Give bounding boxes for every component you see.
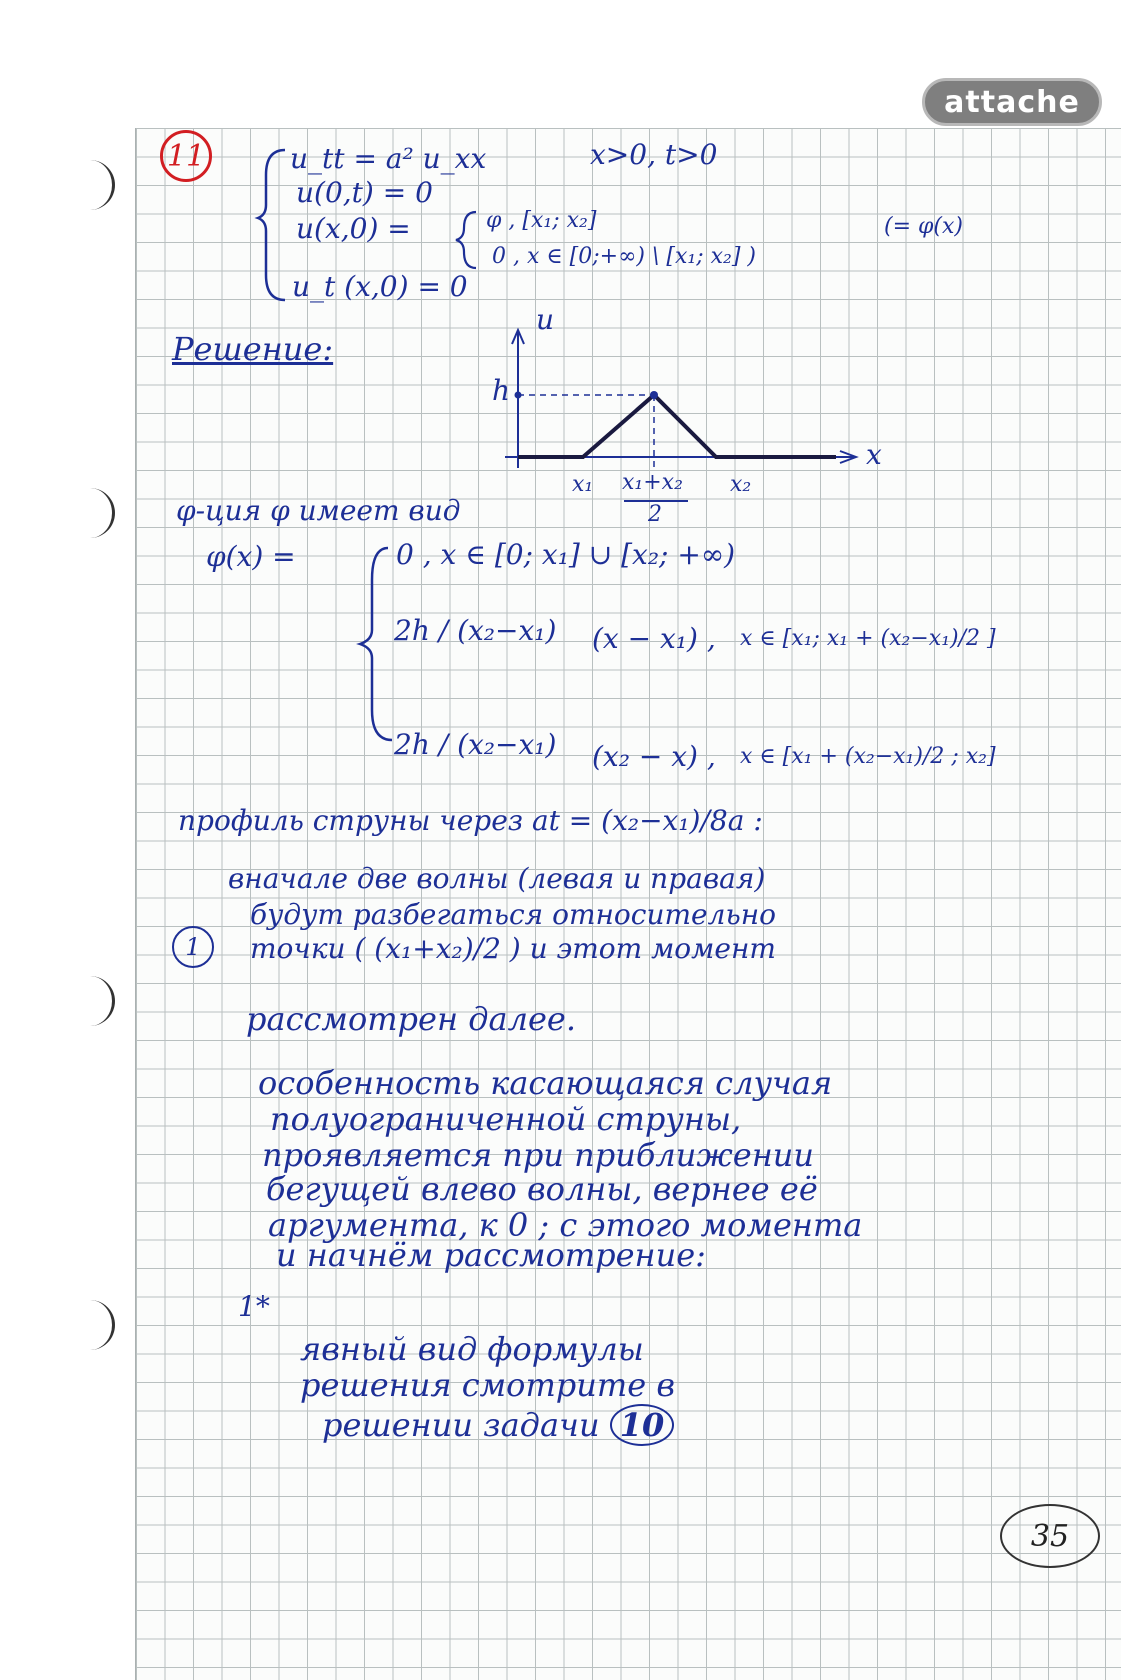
boundary-condition: u(0,t) = 0: [296, 176, 433, 209]
page-number: 35: [1000, 1504, 1100, 1568]
note-line: бегущей влево волны, вернее её: [266, 1170, 818, 1208]
profile-statement: профиль струны через at = (x₂−x₁)/8a :: [178, 804, 763, 837]
phi-case-1: 0 , x ∈ [0; x₁] ∪ [x₂; +∞): [396, 538, 736, 571]
graph-x1-label: x₁: [572, 472, 594, 497]
equation-domain: x>0, t>0: [590, 138, 718, 171]
step-line-1: вначале две волны (левая и правая): [228, 862, 766, 895]
graph-mid-label-numerator: x₁+x₂: [622, 470, 683, 495]
note-line: особенность касающаяся случая: [258, 1064, 833, 1102]
final-line-1: явный вид формулы: [300, 1330, 644, 1368]
graph-x-label: x: [866, 438, 882, 471]
phi-case-3-coefficient: 2h / (x₂−x₁): [394, 728, 557, 761]
phi-case-3-domain: x ∈ [x₁ + (x₂−x₁)/2 ; x₂]: [740, 744, 996, 769]
note-line: аргумента, к 0 ; с этого момента: [268, 1206, 863, 1244]
phi-case-2-coefficient: 2h / (x₂−x₁): [394, 614, 557, 647]
graph-x2-label: x₂: [730, 472, 752, 497]
problem-reference: 10: [610, 1404, 675, 1446]
final-line-3-text: решении задачи: [322, 1406, 600, 1444]
phi-case-2-domain: x ∈ [x₁; x₁ + (x₂−x₁)/2 ]: [740, 626, 996, 651]
initial-condition-ut: u_t (x,0) = 0: [292, 270, 468, 303]
phi-lhs: φ(x) =: [206, 540, 296, 573]
initial-condition-u: u(x,0) =: [296, 212, 411, 245]
initial-case-1: φ , [x₁; x₂]: [486, 208, 597, 233]
note-line: полуограниченной струны,: [270, 1100, 742, 1138]
initial-phi-note: (= φ(x): [884, 214, 963, 239]
step-after: рассмотрен далее.: [246, 1000, 576, 1038]
graph-mid-label-denominator: 2: [648, 502, 662, 527]
brand-logo-text: attache: [944, 84, 1080, 120]
solution-heading: Решение:: [172, 330, 334, 368]
final-line-2: решения смотрите в: [300, 1366, 675, 1404]
initial-case-2: 0 , x ∈ [0;+∞) \ [x₁; x₂] ): [492, 244, 756, 269]
note-line: проявляется при приближении: [262, 1136, 814, 1174]
step-line-2: будут разбегаться относительно: [250, 898, 776, 931]
phi-case-3-expression: (x₂ − x) ,: [592, 740, 716, 773]
final-line-3: [322, 1404, 674, 1446]
note-line: и начнём рассмотрение:: [276, 1236, 706, 1274]
step-number: 1: [172, 926, 214, 968]
phi-intro: φ-ция φ имеет вид: [176, 494, 461, 527]
graph-h-label: h: [492, 374, 511, 407]
phi-case-2-expression: (x − x₁) ,: [592, 622, 716, 655]
step-line-3: точки ( (x₁+x₂)/2 ) и этот момент: [250, 932, 776, 965]
footnote-mark: 1*: [238, 1290, 270, 1323]
graph-u-label: u: [536, 303, 555, 336]
problem-number: 11: [160, 130, 212, 182]
equation-wave: u_tt = a² u_xx: [290, 142, 487, 175]
